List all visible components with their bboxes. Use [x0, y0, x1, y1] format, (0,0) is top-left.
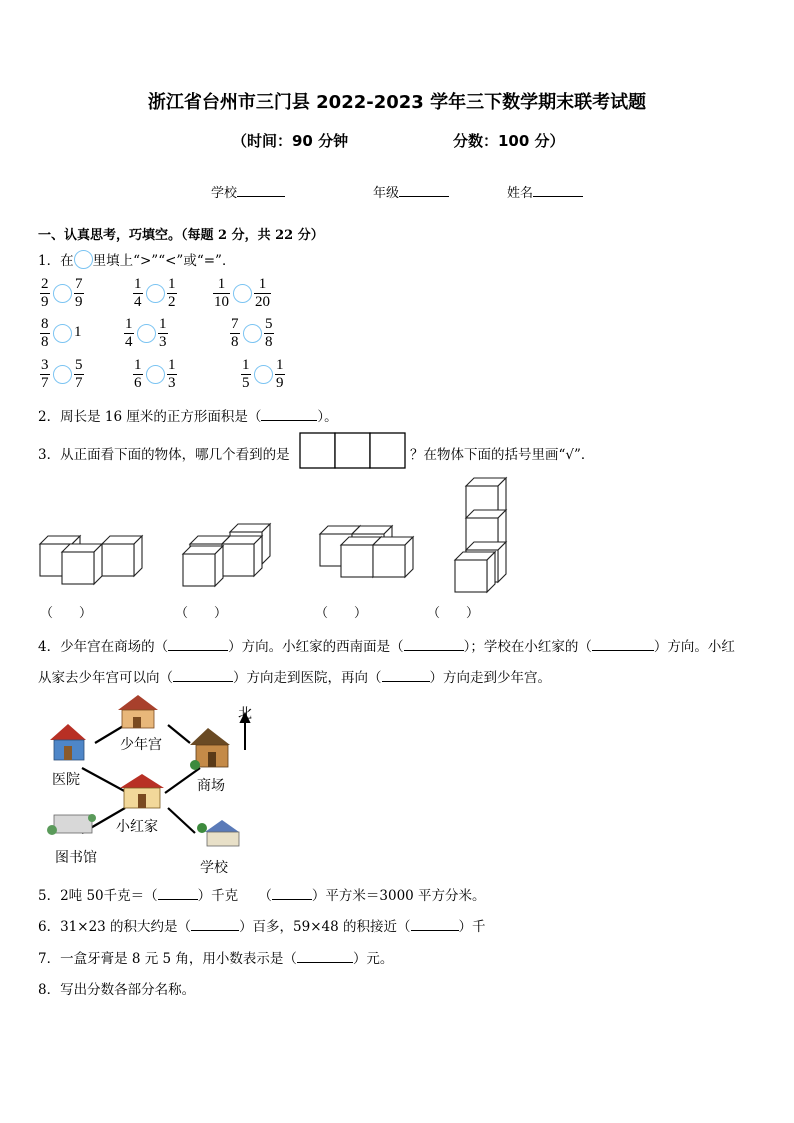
three-squares-figure [299, 432, 409, 470]
q4-l1d: ）方向。小红 [653, 639, 735, 655]
q3-answer-d[interactable]: （ ） [427, 606, 480, 621]
question-8: 8．写出分数各部分名称。 [38, 982, 196, 998]
q1-post: 里填上“>”“<”或“=”． [92, 253, 236, 269]
denominator: 3 [159, 334, 167, 350]
name-field[interactable] [507, 182, 583, 201]
question-7 [38, 947, 393, 967]
numerator: 5 [75, 357, 83, 373]
fraction-left [230, 316, 240, 351]
school-blank[interactable] [237, 182, 285, 197]
denominator: 7 [41, 375, 49, 391]
label-north: 北 [238, 706, 252, 722]
q2-post: ）。 [317, 409, 338, 425]
fraction-right [254, 276, 271, 311]
q6-b: ）百多，59×48 的积接近（ [239, 919, 411, 935]
denominator: 8 [265, 334, 273, 350]
school-field[interactable] [211, 182, 285, 201]
question-3: 3．从正面看下面的物体，哪几个看到的是 [38, 447, 290, 463]
numerator: 2 [41, 276, 49, 292]
denominator: 8 [41, 334, 49, 350]
q4-blank-3[interactable] [592, 636, 654, 651]
denominator: 5 [242, 375, 250, 391]
denominator: 3 [168, 375, 176, 391]
q3-answer-a[interactable]: （ ） [40, 606, 93, 621]
question-6 [38, 915, 486, 935]
q3-post: ？在物体下面的括号里画“√”． [410, 447, 595, 463]
numerator: 3 [41, 357, 49, 373]
label-palace: 少年宫 [120, 737, 162, 753]
numerator: 1 [276, 357, 284, 373]
page-title: 浙江省台州市三门县 2022-2023 学年三下数学期末联考试题 [147, 92, 647, 113]
numerator: 8 [41, 316, 49, 332]
library-icon [47, 814, 96, 835]
whole-number: 1 [74, 324, 82, 340]
mall-house-icon [190, 728, 230, 770]
denominator: 6 [134, 375, 142, 391]
q4-blank-1[interactable] [168, 636, 228, 651]
question-4-line-1 [38, 635, 735, 655]
q7-a: 7．一盒牙膏是 8 元 5 角，用小数表示是（ [38, 951, 297, 967]
numerator: 1 [159, 316, 167, 332]
denominator: 9 [276, 375, 284, 391]
q7-blank[interactable] [297, 948, 353, 963]
fraction-left [40, 276, 50, 311]
q3-answer-b[interactable]: （ ） [175, 606, 228, 621]
compare-circle[interactable] [233, 284, 252, 303]
section-heading: 一、认真思考，巧填空。（每题 2 分，共 22 分） [38, 228, 324, 243]
label-hospital: 医院 [52, 772, 80, 788]
denominator: 2 [168, 294, 176, 310]
numerator: 1 [168, 357, 176, 373]
q2-blank[interactable] [261, 406, 317, 421]
label-mall: 商场 [197, 778, 225, 794]
denominator: 4 [134, 294, 142, 310]
school-label: 学校 [211, 186, 238, 201]
compare-circle[interactable] [53, 284, 72, 303]
fraction-left [40, 357, 50, 392]
cube-figure-c [320, 526, 413, 577]
question-5 [38, 884, 486, 904]
numerator: 7 [231, 316, 239, 332]
q5-blank-2[interactable] [272, 885, 312, 900]
q5-c: ）平方米＝3000 平方分米。 [311, 888, 486, 904]
fraction-left [241, 357, 251, 392]
fraction-right [275, 357, 285, 392]
q4-l2b: ）方向走到医院，再向（ [233, 670, 382, 686]
q4-l2a: 从家去少年宫可以向（ [38, 670, 173, 686]
fraction-right [167, 357, 177, 392]
name-label: 姓名 [507, 186, 534, 201]
numerator: 1 [258, 276, 267, 292]
numerator: 1 [134, 276, 142, 292]
name-blank[interactable] [533, 182, 583, 197]
q4-l1c: ）；学校在小红家的（ [463, 639, 592, 655]
numerator: 1 [217, 276, 226, 292]
exam-time: （时间：90 分钟 [232, 132, 349, 150]
compare-circle[interactable] [137, 324, 156, 343]
cube-figures [30, 470, 520, 595]
compare-circle[interactable] [146, 284, 165, 303]
fraction-left [213, 276, 230, 311]
q6-blank-2[interactable] [411, 916, 459, 931]
numerator: 5 [265, 316, 273, 332]
question-4-line-2 [38, 666, 551, 686]
q5-b: ）千克 （ [197, 888, 272, 904]
numerator: 7 [75, 276, 83, 292]
fraction-left [133, 276, 143, 311]
q4-l1b: ）方向。小红家的西南面是（ [228, 639, 404, 655]
question-1 [38, 249, 235, 269]
cube-figure-d [455, 478, 506, 592]
fraction-right [158, 316, 168, 351]
grade-blank[interactable] [399, 182, 449, 197]
q1-pre: 1．在 [38, 253, 74, 269]
compare-circle[interactable] [146, 365, 165, 384]
grade-field[interactable] [373, 182, 449, 201]
q6-a: 6．31×23 的积大约是（ [38, 919, 192, 935]
numerator: 1 [242, 357, 250, 373]
q2-pre: 2．周长是 16 厘米的正方形面积是（ [38, 409, 262, 425]
hospital-house-icon [50, 724, 86, 760]
q4-blank-5[interactable] [382, 667, 430, 682]
label-school: 学校 [200, 860, 228, 876]
denominator: 8 [231, 334, 239, 350]
home-house-icon [120, 774, 164, 808]
fraction-right [167, 276, 177, 311]
fraction-right [74, 357, 84, 392]
compare-circle[interactable] [254, 365, 273, 384]
q4-blank-4[interactable] [173, 667, 233, 682]
q5-a: 5．2吨 50千克＝（ [38, 888, 158, 904]
denominator: 9 [75, 294, 83, 310]
q7-b: ）元。 [352, 951, 394, 967]
denominator: 4 [125, 334, 133, 350]
circle-icon [74, 250, 93, 269]
denominator: 20 [255, 294, 270, 310]
fraction-right [264, 316, 274, 351]
label-home: 小红家 [116, 819, 158, 835]
q4-blank-2[interactable] [404, 636, 464, 651]
q4-l2c: ）方向走到少年宫。 [429, 670, 551, 686]
grade-label: 年级 [373, 186, 400, 201]
numerator: 1 [168, 276, 176, 292]
school-icon [197, 820, 239, 846]
fraction-left [40, 316, 50, 351]
fraction-left [133, 357, 143, 392]
compare-circle[interactable] [53, 324, 72, 343]
exam-score: 分数：100 分） [453, 132, 565, 150]
numerator: 1 [134, 357, 142, 373]
question-2 [38, 405, 338, 425]
palace-house-icon [118, 695, 158, 728]
label-library: 图书馆 [55, 850, 97, 866]
denominator: 9 [41, 294, 49, 310]
compare-circle[interactable] [53, 365, 72, 384]
q6-blank-1[interactable] [191, 916, 239, 931]
compare-circle[interactable] [243, 324, 262, 343]
numerator: 1 [125, 316, 133, 332]
denominator: 10 [214, 294, 229, 310]
q6-c: ）千 [458, 919, 486, 935]
cube-figure-b [183, 524, 270, 586]
fraction-left [124, 316, 134, 351]
denominator: 7 [75, 375, 83, 391]
q5-blank-1[interactable] [158, 885, 198, 900]
cube-figure-a [40, 536, 142, 584]
fraction-right [74, 276, 84, 311]
q3-answer-c[interactable]: （ ） [315, 606, 368, 621]
q4-l1a: 4．少年宫在商场的（ [38, 639, 169, 655]
